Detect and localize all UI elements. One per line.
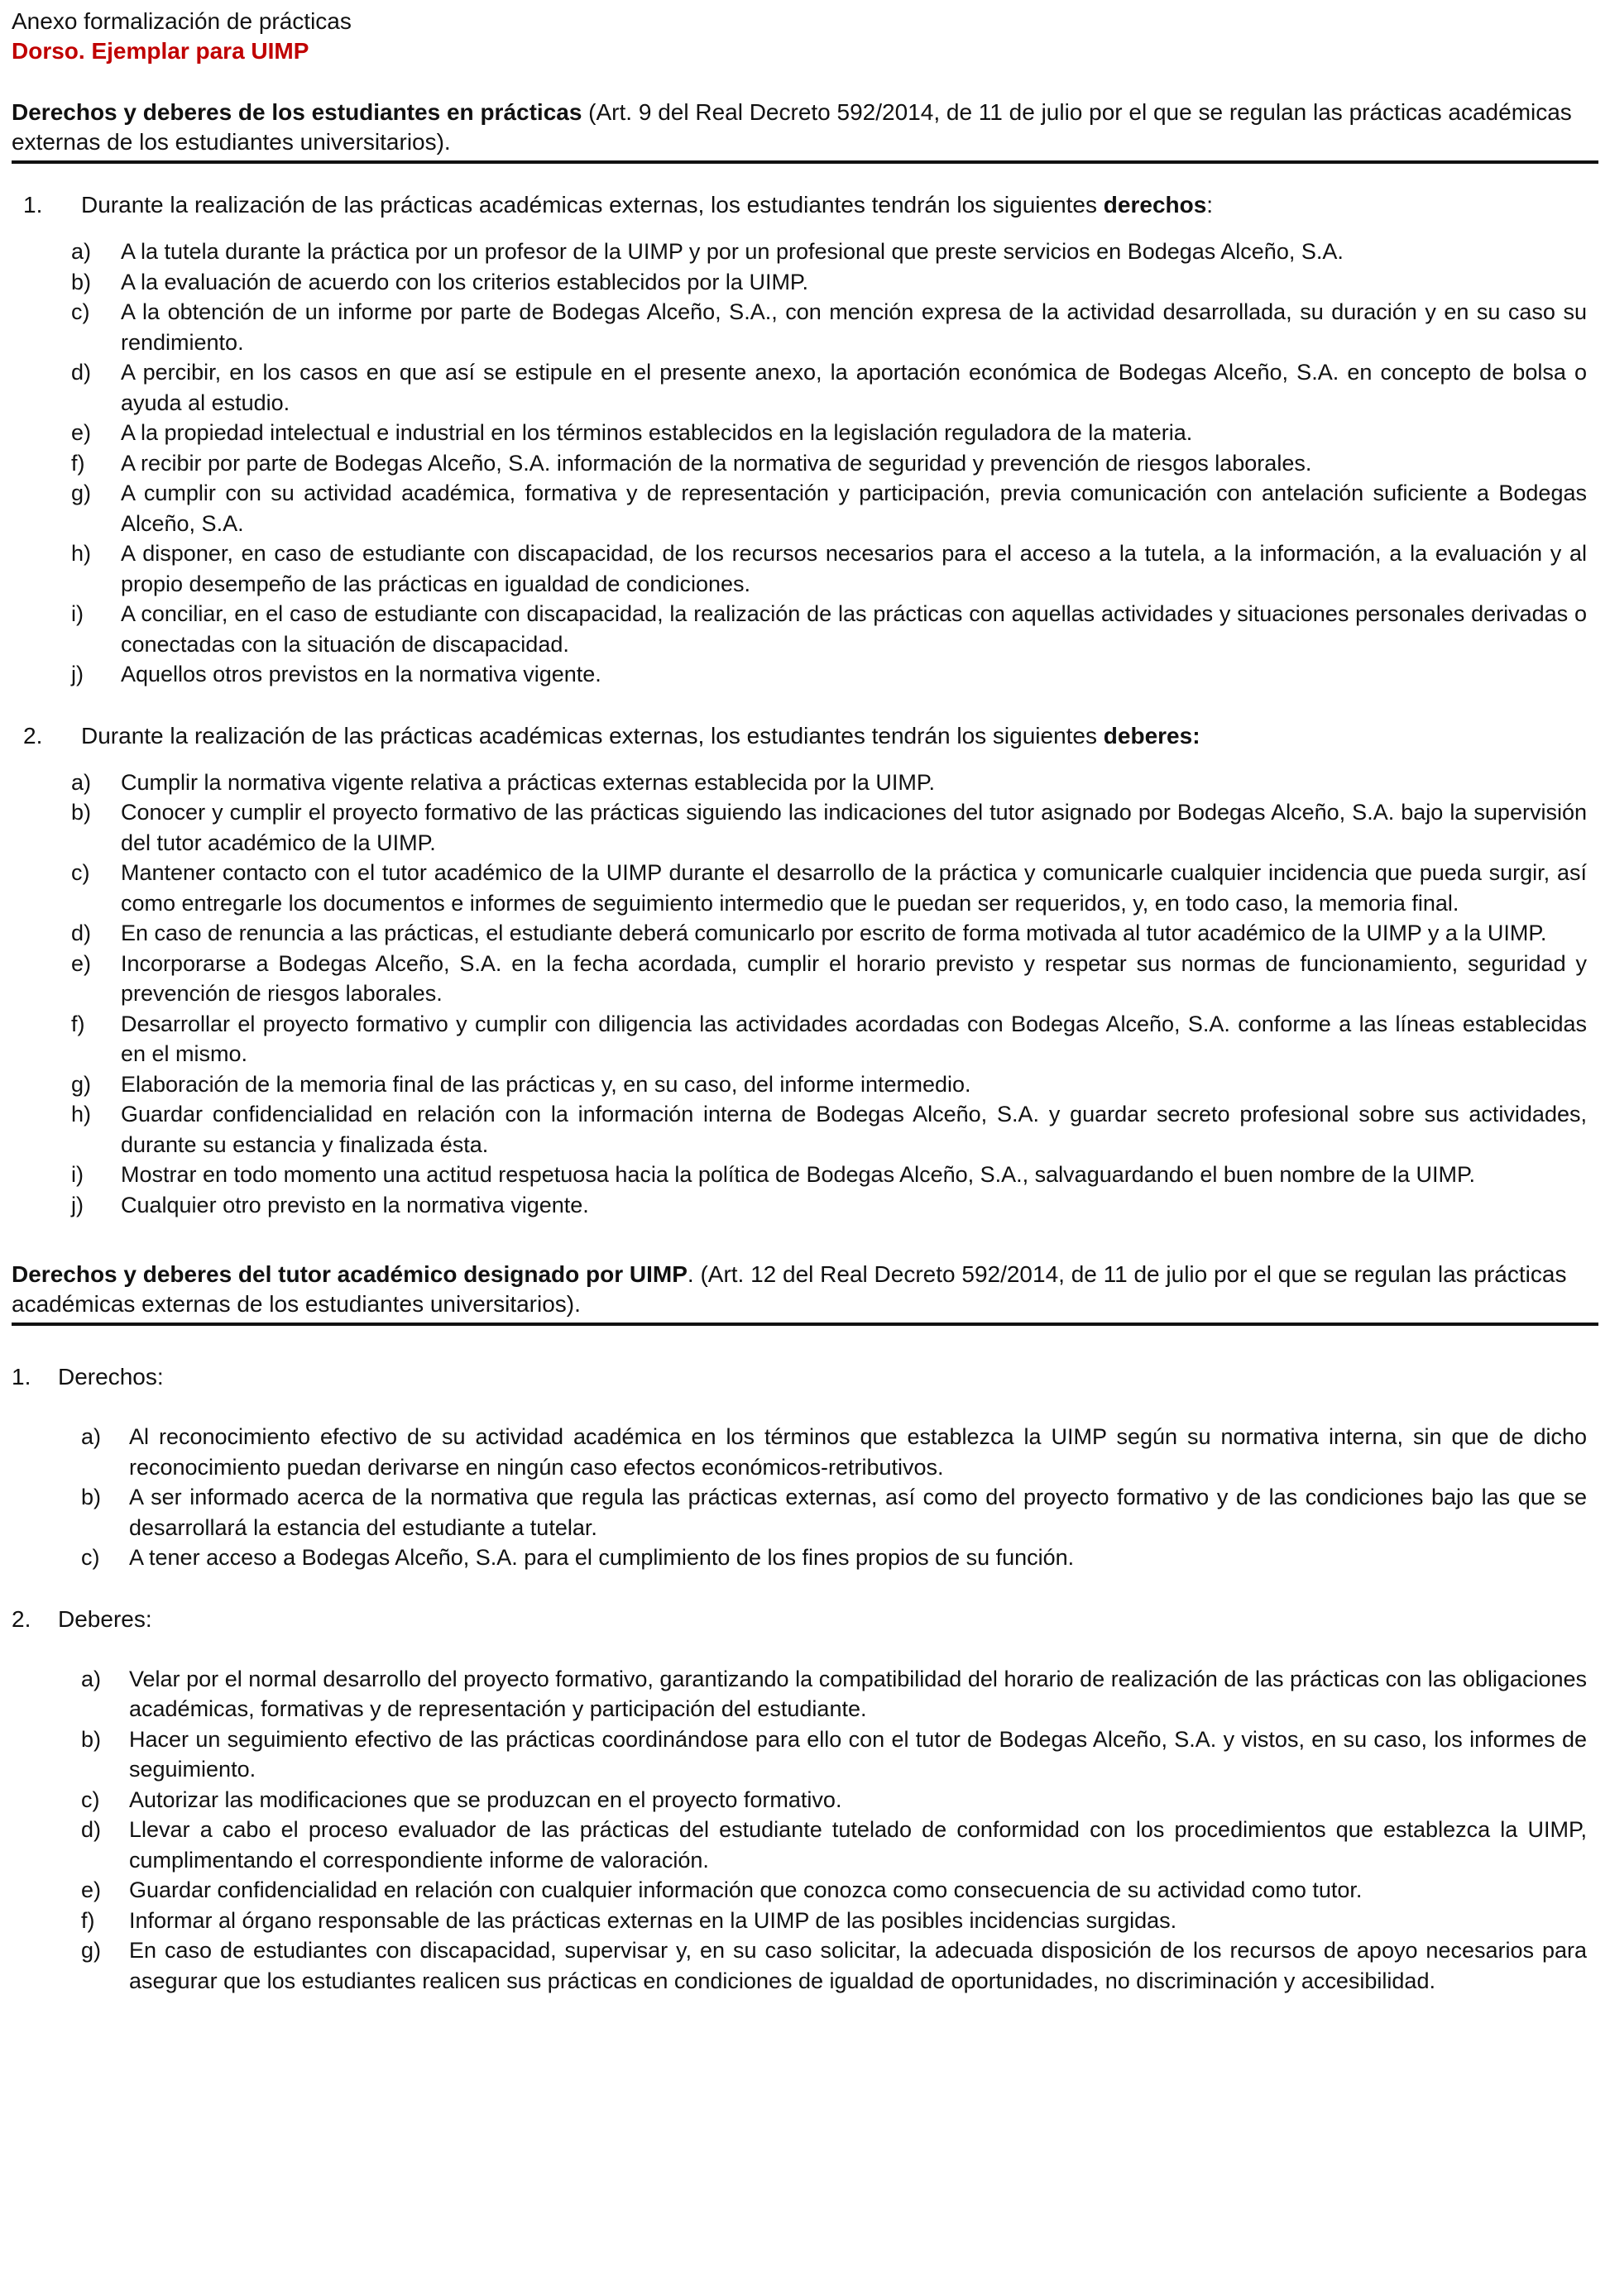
item-text: A percibir, en los casos en que así se estipule en el presente anexo, la aportación económica de Bodegas Alceño, S.A. en concepto de bolsa o ayuda al estudio. <box>121 360 1587 415</box>
item-letter: b) <box>71 269 92 294</box>
intro-bold: derechos <box>1103 192 1207 218</box>
item-text: A tener acceso a Bodegas Alceño, S.A. para el cumplimiento de los fines propios de su función. <box>129 1545 1075 1570</box>
list-item <box>12 1009 1598 1069</box>
list-item <box>12 448 1598 479</box>
list-item <box>12 659 1598 690</box>
item-text: A conciliar, en el caso de estudiante con discapacidad, la realización de las prácticas con aquellas actividades y situaciones personales derivadas o conectadas con la situación de discapacidad. <box>121 601 1587 657</box>
list-item <box>12 1482 1598 1543</box>
item-letter: f) <box>71 450 85 476</box>
tutor-heading-reference: . (Art. 12 del Real Decreto 592/2014, de 11 de julio por el que se regulan las prácticas académicas externas de los estudiantes universitarios). <box>12 1261 1567 1317</box>
item-letter: f) <box>71 1011 85 1036</box>
item-text: A recibir por parte de Bodegas Alceño, S.A. información de la normativa de seguridad y prevención de riesgos laborales. <box>121 450 1312 476</box>
students-rights-intro <box>12 190 1598 220</box>
list-item <box>12 237 1598 267</box>
document-subtitle: Dorso. Ejemplar para UIMP <box>12 38 309 64</box>
item-letter: g) <box>71 1071 92 1097</box>
intro-bold: deberes: <box>1103 722 1200 749</box>
item-letter: a) <box>71 239 92 264</box>
item-number: 1. <box>23 192 43 218</box>
document-title: Anexo formalización de prácticas <box>12 8 352 34</box>
list-item <box>12 1875 1598 1906</box>
item-text: Autorizar las modificaciones que se produzcan en el proyecto formativo. <box>129 1787 842 1812</box>
item-text: A cumplir con su actividad académica, formativa y de representación y participación, previa comunicación con antelación suficiente a Bodegas Alceño, S.A. <box>121 481 1587 536</box>
document-header <box>12 7 1598 66</box>
item-text: Cumplir la normativa vigente relativa a prácticas externas establecida por la UIMP. <box>121 769 935 795</box>
students-rights-list <box>12 237 1598 690</box>
list-item <box>12 858 1598 918</box>
item-letter: g) <box>71 481 92 505</box>
list-item <box>12 1069 1598 1100</box>
item-text: Cualquier otro previsto en la normativa vigente. <box>121 1192 589 1217</box>
list-item <box>12 1160 1598 1190</box>
section-divider <box>12 1323 1598 1326</box>
item-text: A la obtención de un informe por parte de Bodegas Alceño, S.A., con mención expresa de la actividad desarrollada, su duración y en su caso su rendimiento. <box>121 299 1587 355</box>
item-text: Velar por el normal desarrollo del proyecto formativo, garantizando la compatibilidad del horario de realización de las prácticas con las obligaciones académicas, formativas y de representación y participación del estudiante. <box>129 1666 1587 1721</box>
item-letter: b) <box>81 1485 102 1509</box>
students-duties-list <box>12 768 1598 1221</box>
item-text: En caso de renuncia a las prácticas, el estudiante deberá comunicarlo por escrito de forma motivada al tutor académico de la UIMP y a la UIMP. <box>121 921 1547 945</box>
item-text: Incorporarse a Bodegas Alceño, S.A. en la fecha acordada, cumplir el horario previsto y respetar sus normas de funcionamiento, seguridad y prevención de riesgos laborales. <box>121 950 1587 1006</box>
item-letter: d) <box>71 921 92 945</box>
item-letter: e) <box>81 1877 102 1902</box>
list-item <box>12 918 1598 949</box>
list-item <box>12 797 1598 858</box>
item-number: 2. <box>23 722 43 749</box>
document-page <box>12 7 1598 1996</box>
item-text: A la propiedad intelectual e industrial en los términos establecidos en la legislación reguladora de la materia. <box>121 420 1193 445</box>
item-letter: i) <box>71 601 84 626</box>
item-text: Elaboración de la memoria final de las prácticas y, en su caso, del informe intermedio. <box>121 1071 971 1097</box>
tutor-section-heading <box>12 1260 1598 1319</box>
list-item <box>12 1935 1598 1996</box>
item-letter: e) <box>71 420 92 445</box>
intro-text: Durante la realización de las prácticas académicas externas, los estudiantes tendrán los siguientes <box>81 192 1104 218</box>
item-letter: c) <box>71 860 90 885</box>
item-number: 1. <box>12 1364 31 1390</box>
tutor-duties-heading <box>12 1605 1598 1634</box>
list-item <box>12 538 1598 599</box>
item-letter: h) <box>71 1102 92 1126</box>
item-text: A ser informado acerca de la normativa que regula las prácticas externas, así como del proyecto formativo y de las condiciones bajo las que se desarrollará la estancia del estudiante a tutelar. <box>129 1485 1587 1540</box>
item-text: A disponer, en caso de estudiante con discapacidad, de los recursos necesarios para el acceso a la tutela, a la información, a la evaluación y al propio desempeño de las prácticas en igualdad de condiciones. <box>121 541 1587 596</box>
students-heading-bold: Derechos y deberes de los estudiantes en prácticas <box>12 99 582 125</box>
item-letter: a) <box>81 1424 102 1449</box>
item-letter: b) <box>81 1726 102 1752</box>
list-item <box>12 1422 1598 1482</box>
item-number: 2. <box>12 1605 31 1632</box>
list-item <box>12 478 1598 538</box>
item-letter: b) <box>71 800 92 825</box>
item-letter: c) <box>81 1545 100 1570</box>
list-item <box>12 599 1598 659</box>
list-item <box>12 768 1598 798</box>
tutor-heading-bold: Derechos y deberes del tutor académico designado por UIMP <box>12 1261 688 1287</box>
tutor-rights-heading <box>12 1362 1598 1392</box>
intro-text: Durante la realización de las prácticas académicas externas, los estudiantes tendrán los siguientes <box>81 722 1104 749</box>
item-text: Informar al órgano responsable de las prácticas externas en la UIMP de las posibles incidencias surgidas. <box>129 1907 1177 1933</box>
item-text: Hacer un seguimiento efectivo de las prácticas coordinándose para ello con el tutor de Bodegas Alceño, S.A. y vistos, en su caso, los informes de seguimiento. <box>129 1726 1587 1782</box>
item-letter: j) <box>71 662 84 686</box>
item-text: Guardar confidencialidad en relación con cualquier información que conozca como consecuencia de su actividad como tutor. <box>129 1877 1363 1902</box>
list-item <box>12 1815 1598 1875</box>
item-text: Mostrar en todo momento una actitud respetuosa hacia la política de Bodegas Alceño, S.A., salvaguardando el buen nombre de la UIMP. <box>121 1162 1476 1187</box>
item-text: Mantener contacto con el tutor académico de la UIMP durante el desarrollo de la práctica y comunicarle cualquier incidencia que pueda surgir, así como entregarle los documentos e informes de seguimiento intermedio que le puedan ser requeridos, y, en todo caso, la memoria final. <box>121 860 1587 916</box>
item-letter: j) <box>71 1192 84 1217</box>
list-item <box>12 357 1598 418</box>
item-text: Conocer y cumplir el proyecto formativo de las prácticas siguiendo las indicaciones del tutor asignado por Bodegas Alceño, S.A. bajo la supervisión del tutor académico de la UIMP. <box>121 800 1587 855</box>
section-divider <box>12 160 1598 164</box>
list-item <box>12 297 1598 357</box>
intro-end: : <box>1206 192 1214 218</box>
item-text: A la evaluación de acuerdo con los criterios establecidos por la UIMP. <box>121 269 808 294</box>
item-letter: f) <box>81 1907 95 1933</box>
item-letter: e) <box>71 950 92 976</box>
students-duties-intro <box>12 721 1598 751</box>
item-letter: h) <box>71 541 92 566</box>
item-letter: i) <box>71 1162 84 1187</box>
list-item <box>12 267 1598 298</box>
item-letter: c) <box>71 299 90 324</box>
item-label: Derechos: <box>58 1364 164 1390</box>
item-text: Al reconocimiento efectivo de su actividad académica en los términos que establezca la UIMP según su normativa interna, sin que de dicho reconocimiento puedan derivarse en ningún caso efectos económicos-retributivos. <box>129 1424 1587 1480</box>
students-heading-reference: (Art. 9 del Real Decreto 592/2014, de 11 de julio por el que se regulan las prácticas académicas externas de los estudiantes universitarios). <box>12 99 1572 155</box>
item-letter: d) <box>71 360 92 385</box>
students-section-heading <box>12 98 1598 157</box>
list-item <box>12 949 1598 1009</box>
item-text: En caso de estudiantes con discapacidad, supervisar y, en su caso solicitar, la adecuada disposición de los recursos de apoyo necesarios para asegurar que los estudiantes realicen sus prácticas en condiciones de igualdad de oportunidades, no discriminación y accesibilidad. <box>129 1938 1587 1993</box>
list-item <box>12 1906 1598 1936</box>
item-letter: a) <box>81 1666 102 1691</box>
tutor-rights-list <box>12 1422 1598 1573</box>
list-item <box>12 1099 1598 1160</box>
item-text: Aquellos otros previstos en la normativa vigente. <box>121 662 601 686</box>
item-text: Llevar a cabo el proceso evaluador de las prácticas del estudiante tutelado de conformidad con los procedimientos que establezca la UIMP, cumplimentando el correspondiente informe de valoración. <box>129 1817 1587 1873</box>
list-item <box>12 1724 1598 1785</box>
list-item <box>12 1190 1598 1221</box>
item-letter: d) <box>81 1817 102 1842</box>
list-item <box>12 1664 1598 1724</box>
item-letter: g) <box>81 1938 102 1963</box>
item-text: A la tutela durante la práctica por un profesor de la UIMP y por un profesional que preste servicios en Bodegas Alceño, S.A. <box>121 239 1344 264</box>
list-item <box>12 1785 1598 1815</box>
item-letter: a) <box>71 769 92 795</box>
item-label: Deberes: <box>58 1605 152 1632</box>
item-letter: c) <box>81 1787 100 1812</box>
tutor-duties-list <box>12 1664 1598 1997</box>
list-item <box>12 1543 1598 1573</box>
item-text: Guardar confidencialidad en relación con la información interna de Bodegas Alceño, S.A. y guardar secreto profesional sobre sus actividades, durante su estancia y finalizada ésta. <box>121 1102 1587 1157</box>
list-item <box>12 418 1598 448</box>
item-text: Desarrollar el proyecto formativo y cumplir con diligencia las actividades acordadas con Bodegas Alceño, S.A. conforme a las líneas establecidas en el mismo. <box>121 1011 1587 1066</box>
